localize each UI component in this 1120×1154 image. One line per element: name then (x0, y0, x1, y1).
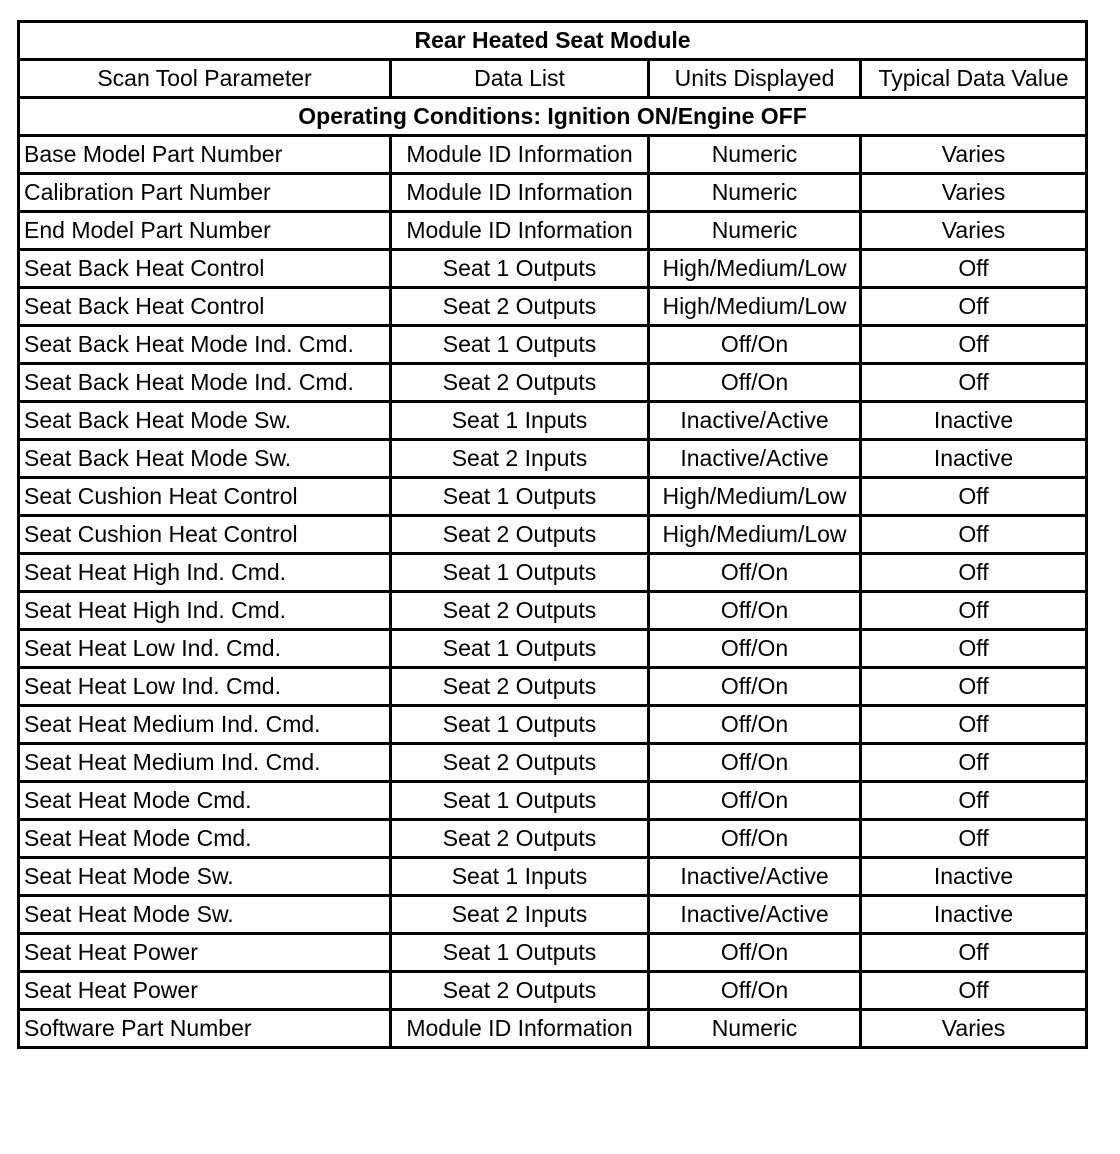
table-row (19, 934, 1087, 972)
table-row (19, 326, 1087, 364)
cell-typical-data-value: Off (861, 668, 1087, 706)
cell-typical-data-value: Inactive (861, 858, 1087, 896)
cell-typical-data-value: Off (861, 972, 1087, 1010)
cell-units-displayed: Off/On (649, 668, 861, 706)
cell-units-displayed: Off/On (649, 972, 861, 1010)
table-title: Rear Heated Seat Module (19, 22, 1087, 60)
table-body (19, 22, 1087, 1048)
cell-units-displayed: Off/On (649, 934, 861, 972)
cell-typical-data-value: Off (861, 630, 1087, 668)
table-row (19, 630, 1087, 668)
cell-typical-data-value: Off (861, 288, 1087, 326)
cell-typical-data-value: Varies (861, 1010, 1087, 1048)
table-row (19, 896, 1087, 934)
cell-units-displayed: Off/On (649, 820, 861, 858)
table-row (19, 212, 1087, 250)
cell-typical-data-value: Inactive (861, 440, 1087, 478)
cell-units-displayed: Inactive/Active (649, 896, 861, 934)
cell-data-list: Seat 2 Inputs (391, 440, 649, 478)
cell-data-list: Seat 1 Inputs (391, 402, 649, 440)
cell-units-displayed: Inactive/Active (649, 858, 861, 896)
cell-data-list: Seat 1 Outputs (391, 326, 649, 364)
cell-scan-tool-parameter: Seat Heat High Ind. Cmd. (19, 592, 391, 630)
cell-data-list: Seat 2 Outputs (391, 972, 649, 1010)
cell-scan-tool-parameter: Seat Back Heat Mode Ind. Cmd. (19, 326, 391, 364)
cell-scan-tool-parameter: Seat Back Heat Control (19, 288, 391, 326)
table-row (19, 478, 1087, 516)
cell-scan-tool-parameter: Seat Heat High Ind. Cmd. (19, 554, 391, 592)
cell-scan-tool-parameter: Seat Heat Power (19, 934, 391, 972)
cell-typical-data-value: Off (861, 820, 1087, 858)
cell-data-list: Seat 1 Outputs (391, 478, 649, 516)
cell-data-list: Seat 2 Outputs (391, 516, 649, 554)
cell-scan-tool-parameter: Seat Heat Medium Ind. Cmd. (19, 744, 391, 782)
cell-data-list: Seat 1 Outputs (391, 554, 649, 592)
cell-scan-tool-parameter: Base Model Part Number (19, 136, 391, 174)
cell-data-list: Seat 2 Outputs (391, 744, 649, 782)
cell-scan-tool-parameter: Seat Heat Low Ind. Cmd. (19, 630, 391, 668)
cell-scan-tool-parameter: Seat Heat Mode Cmd. (19, 782, 391, 820)
cell-typical-data-value: Inactive (861, 402, 1087, 440)
data-table (17, 20, 1088, 1049)
cell-units-displayed: High/Medium/Low (649, 478, 861, 516)
operating-conditions: Operating Conditions: Ignition ON/Engine OFF (19, 98, 1087, 136)
table-row (19, 820, 1087, 858)
cell-scan-tool-parameter: Seat Cushion Heat Control (19, 478, 391, 516)
cell-data-list: Module ID Information (391, 212, 649, 250)
header-typical-data-value: Typical Data Value (861, 60, 1087, 98)
cell-scan-tool-parameter: Software Part Number (19, 1010, 391, 1048)
cell-scan-tool-parameter: Seat Heat Mode Sw. (19, 896, 391, 934)
cell-units-displayed: Off/On (649, 630, 861, 668)
cell-typical-data-value: Off (861, 326, 1087, 364)
cell-data-list: Seat 2 Outputs (391, 592, 649, 630)
cell-scan-tool-parameter: Calibration Part Number (19, 174, 391, 212)
cell-units-displayed: Off/On (649, 364, 861, 402)
cell-data-list: Seat 1 Outputs (391, 934, 649, 972)
cell-scan-tool-parameter: Seat Cushion Heat Control (19, 516, 391, 554)
table-row (19, 250, 1087, 288)
cell-scan-tool-parameter: End Model Part Number (19, 212, 391, 250)
cell-units-displayed: Off/On (649, 744, 861, 782)
header-row (19, 60, 1087, 98)
cell-data-list: Seat 1 Inputs (391, 858, 649, 896)
table-row (19, 402, 1087, 440)
header-scan-tool-parameter: Scan Tool Parameter (19, 60, 391, 98)
cell-units-displayed: Numeric (649, 136, 861, 174)
cell-units-displayed: Off/On (649, 706, 861, 744)
header-units-displayed: Units Displayed (649, 60, 861, 98)
table-row (19, 592, 1087, 630)
cell-typical-data-value: Off (861, 934, 1087, 972)
cell-units-displayed: High/Medium/Low (649, 288, 861, 326)
cell-typical-data-value: Off (861, 706, 1087, 744)
table-row (19, 174, 1087, 212)
cell-data-list: Seat 1 Outputs (391, 250, 649, 288)
cell-typical-data-value: Off (861, 516, 1087, 554)
table-row (19, 554, 1087, 592)
table-row (19, 516, 1087, 554)
cell-units-displayed: Off/On (649, 592, 861, 630)
cell-typical-data-value: Off (861, 478, 1087, 516)
table-row (19, 668, 1087, 706)
cell-scan-tool-parameter: Seat Back Heat Mode Ind. Cmd. (19, 364, 391, 402)
cell-units-displayed: Numeric (649, 212, 861, 250)
cell-data-list: Seat 2 Outputs (391, 668, 649, 706)
table-row (19, 782, 1087, 820)
cell-typical-data-value: Off (861, 250, 1087, 288)
cell-scan-tool-parameter: Seat Heat Medium Ind. Cmd. (19, 706, 391, 744)
cell-data-list: Module ID Information (391, 174, 649, 212)
table-row (19, 706, 1087, 744)
cell-units-displayed: High/Medium/Low (649, 516, 861, 554)
cell-scan-tool-parameter: Seat Heat Mode Sw. (19, 858, 391, 896)
table-row (19, 972, 1087, 1010)
table-row (19, 288, 1087, 326)
title-row (19, 22, 1087, 60)
cell-units-displayed: Inactive/Active (649, 440, 861, 478)
cell-scan-tool-parameter: Seat Heat Power (19, 972, 391, 1010)
cell-scan-tool-parameter: Seat Back Heat Mode Sw. (19, 402, 391, 440)
cell-data-list: Seat 1 Outputs (391, 630, 649, 668)
cell-units-displayed: Off/On (649, 554, 861, 592)
cell-scan-tool-parameter: Seat Back Heat Control (19, 250, 391, 288)
table-row (19, 440, 1087, 478)
cell-data-list: Seat 2 Outputs (391, 364, 649, 402)
table-row (19, 744, 1087, 782)
cell-typical-data-value: Off (861, 364, 1087, 402)
cell-data-list: Seat 1 Outputs (391, 782, 649, 820)
cell-units-displayed: Numeric (649, 1010, 861, 1048)
condition-row (19, 98, 1087, 136)
cell-typical-data-value: Off (861, 554, 1087, 592)
cell-units-displayed: Off/On (649, 326, 861, 364)
cell-data-list: Seat 2 Outputs (391, 820, 649, 858)
cell-scan-tool-parameter: Seat Back Heat Mode Sw. (19, 440, 391, 478)
cell-data-list: Seat 1 Outputs (391, 706, 649, 744)
cell-units-displayed: High/Medium/Low (649, 250, 861, 288)
cell-typical-data-value: Off (861, 744, 1087, 782)
cell-data-list: Module ID Information (391, 1010, 649, 1048)
cell-typical-data-value: Off (861, 782, 1087, 820)
cell-typical-data-value: Varies (861, 174, 1087, 212)
cell-typical-data-value: Varies (861, 212, 1087, 250)
cell-data-list: Seat 2 Outputs (391, 288, 649, 326)
table-row (19, 364, 1087, 402)
cell-scan-tool-parameter: Seat Heat Mode Cmd. (19, 820, 391, 858)
cell-scan-tool-parameter: Seat Heat Low Ind. Cmd. (19, 668, 391, 706)
table-row (19, 136, 1087, 174)
table-row (19, 1010, 1087, 1048)
cell-typical-data-value: Inactive (861, 896, 1087, 934)
header-data-list: Data List (391, 60, 649, 98)
cell-typical-data-value: Off (861, 592, 1087, 630)
cell-units-displayed: Numeric (649, 174, 861, 212)
table-row (19, 858, 1087, 896)
cell-data-list: Module ID Information (391, 136, 649, 174)
cell-units-displayed: Inactive/Active (649, 402, 861, 440)
cell-data-list: Seat 2 Inputs (391, 896, 649, 934)
cell-units-displayed: Off/On (649, 782, 861, 820)
cell-typical-data-value: Varies (861, 136, 1087, 174)
